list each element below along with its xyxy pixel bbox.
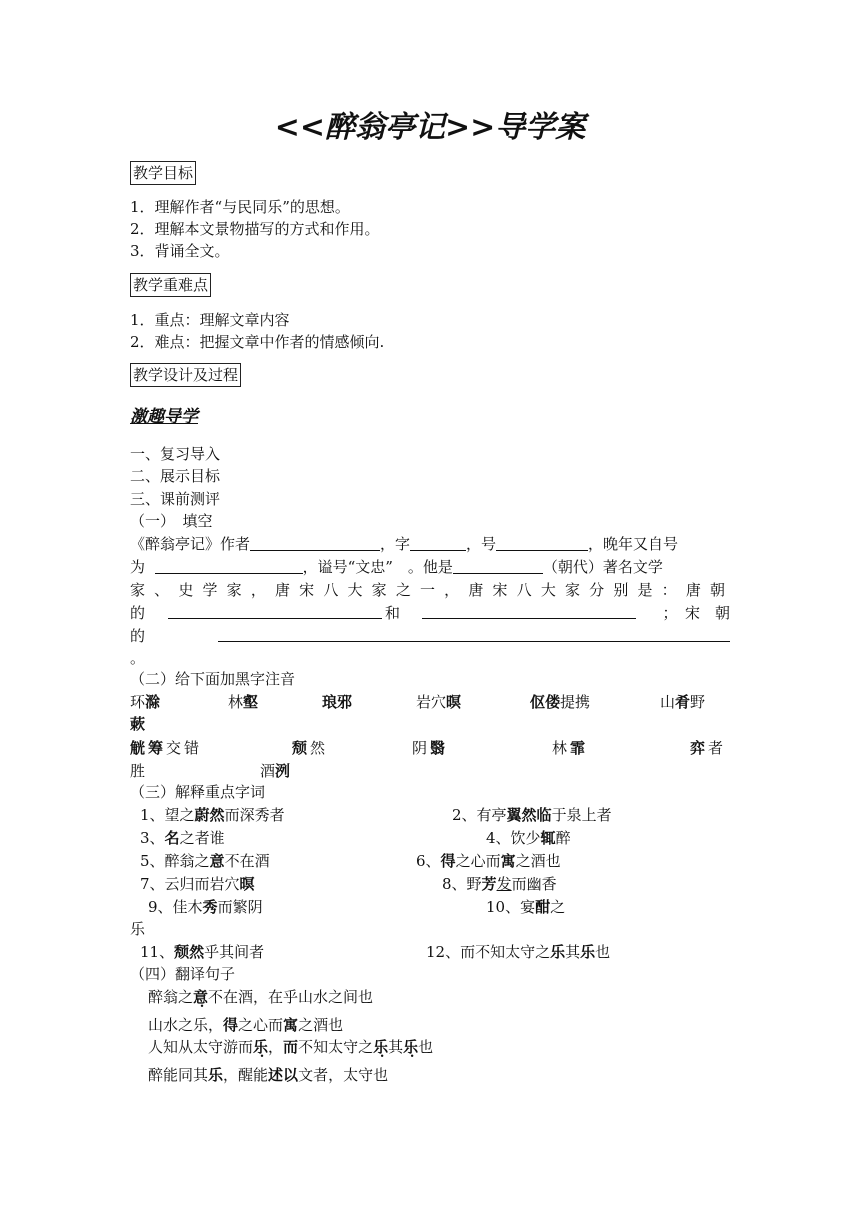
pinyin-word: 胜	[130, 762, 146, 780]
word-item: 5、醉翁之意不在酒	[140, 852, 270, 870]
pinyin-word: 环滁	[130, 693, 161, 711]
blank-courtesy-name[interactable]	[410, 534, 466, 551]
pinyin-word: 阴翳	[412, 739, 449, 757]
word-item: 9、佳木秀而繁阴	[148, 898, 263, 916]
word-item: 2、有亭翼然临于泉上者	[452, 806, 612, 824]
pinyin-word: 酒洌	[260, 762, 291, 780]
pinyin-word: 蔌	[130, 715, 146, 733]
goal-item: 2．理解本文景物描写的方式和作用。	[130, 220, 380, 238]
word-item: 7、云归而岩穴暝	[140, 875, 255, 893]
fill-label: （一） 填空	[130, 512, 213, 530]
goal-item: 1．理解作者“与民同乐”的思想。	[130, 198, 350, 216]
fill-line-1	[130, 533, 730, 555]
word-item: 3、名之者谁	[140, 829, 225, 847]
fill-line-4	[130, 602, 730, 624]
section-label-goals: 教学目标	[130, 161, 196, 185]
pinyin-word: 觥筹交错	[130, 739, 203, 757]
translate-label: （四）翻译句子	[130, 965, 236, 983]
fill-text: ，号	[466, 535, 497, 553]
pinyin-word: 伛偻提携	[530, 693, 591, 711]
words-label: （三）解释重点字词	[130, 783, 266, 801]
keypoint-item: 2．难点：把握文章中作者的情感倾向.	[130, 333, 385, 351]
blank-art-name[interactable]	[496, 534, 588, 551]
blank-author[interactable]	[250, 534, 380, 551]
pinyin-word: 颓然	[292, 739, 329, 757]
blank-late-name[interactable]	[155, 557, 303, 574]
sentence-item: 醉翁之意不在酒，在乎山水之间也	[148, 988, 374, 1006]
pinyin-word: 山肴野	[660, 693, 706, 711]
pinyin-word: 岩穴暝	[416, 693, 462, 711]
sentence-item: 山水之乐，得之心而寓之酒也	[148, 1016, 344, 1034]
step-item: 一、复习导入	[130, 445, 221, 463]
fill-line-5	[130, 625, 730, 647]
pinyin-word: 林霏	[552, 739, 589, 757]
fill-line-6: 。	[130, 649, 146, 667]
fill-text: 为	[130, 558, 146, 576]
section-label-design: 教学设计及过程	[130, 363, 241, 387]
fill-text: 《醉翁亭记》作者	[130, 535, 251, 553]
word-item: 12、而不知太守之乐其乐也	[426, 943, 611, 961]
section-label-keypoints: 教学重难点	[130, 273, 211, 297]
blank-tang-2[interactable]	[422, 602, 636, 619]
pinyin-label: （二）给下面加黑字注音	[130, 670, 296, 688]
fill-text: ，晚年又自号	[588, 535, 679, 553]
goal-item: 3．背诵全文。	[130, 242, 230, 260]
word-item: 6、得之心而寓之酒也	[416, 852, 561, 870]
fill-text: ，字	[380, 535, 411, 553]
page-title: <<醉翁亭记>>导学案	[274, 110, 586, 145]
sentence-item: 人知从太守游而乐，而不知太守之乐其乐也	[148, 1038, 434, 1056]
pinyin-word: 琅邪	[322, 693, 353, 711]
pinyin-word: 弈者	[690, 739, 727, 757]
fill-text: （朝代）著名文学	[542, 558, 663, 576]
fill-line-3: 家、史学家，唐宋八大家之一，唐宋八大家分别是：唐朝	[130, 581, 730, 599]
word-item: 乐	[130, 920, 146, 938]
pinyin-word: 林壑	[228, 693, 259, 711]
fill-text: ，谥号“文忠” 。他是	[302, 558, 453, 576]
fill-text: 的	[130, 627, 146, 645]
fill-line-2	[130, 556, 730, 578]
fill-text: 的	[130, 604, 146, 622]
sentence-item: 醉能同其乐，醒能述以文者，太守也	[148, 1066, 389, 1084]
step-item: 二、展示目标	[130, 467, 221, 485]
step-item: 三、课前测评	[130, 490, 221, 508]
word-item: 1、望之蔚然而深秀者	[140, 806, 285, 824]
word-item: 10、宴酣之	[486, 898, 566, 916]
blank-tang-1[interactable]	[168, 602, 382, 619]
word-item: 4、饮少辄醉	[486, 829, 571, 847]
fill-text: ； 宋 朝	[662, 604, 730, 622]
word-item: 8、野芳发而幽香	[442, 875, 557, 893]
blank-song[interactable]	[218, 625, 730, 642]
blank-dynasty[interactable]	[453, 557, 543, 574]
word-item: 11、颓然乎其间者	[140, 943, 265, 961]
fill-text: 和	[385, 604, 401, 622]
keypoint-item: 1．重点：理解文章内容	[130, 311, 290, 329]
intro-heading: 激趣导学	[130, 407, 198, 427]
